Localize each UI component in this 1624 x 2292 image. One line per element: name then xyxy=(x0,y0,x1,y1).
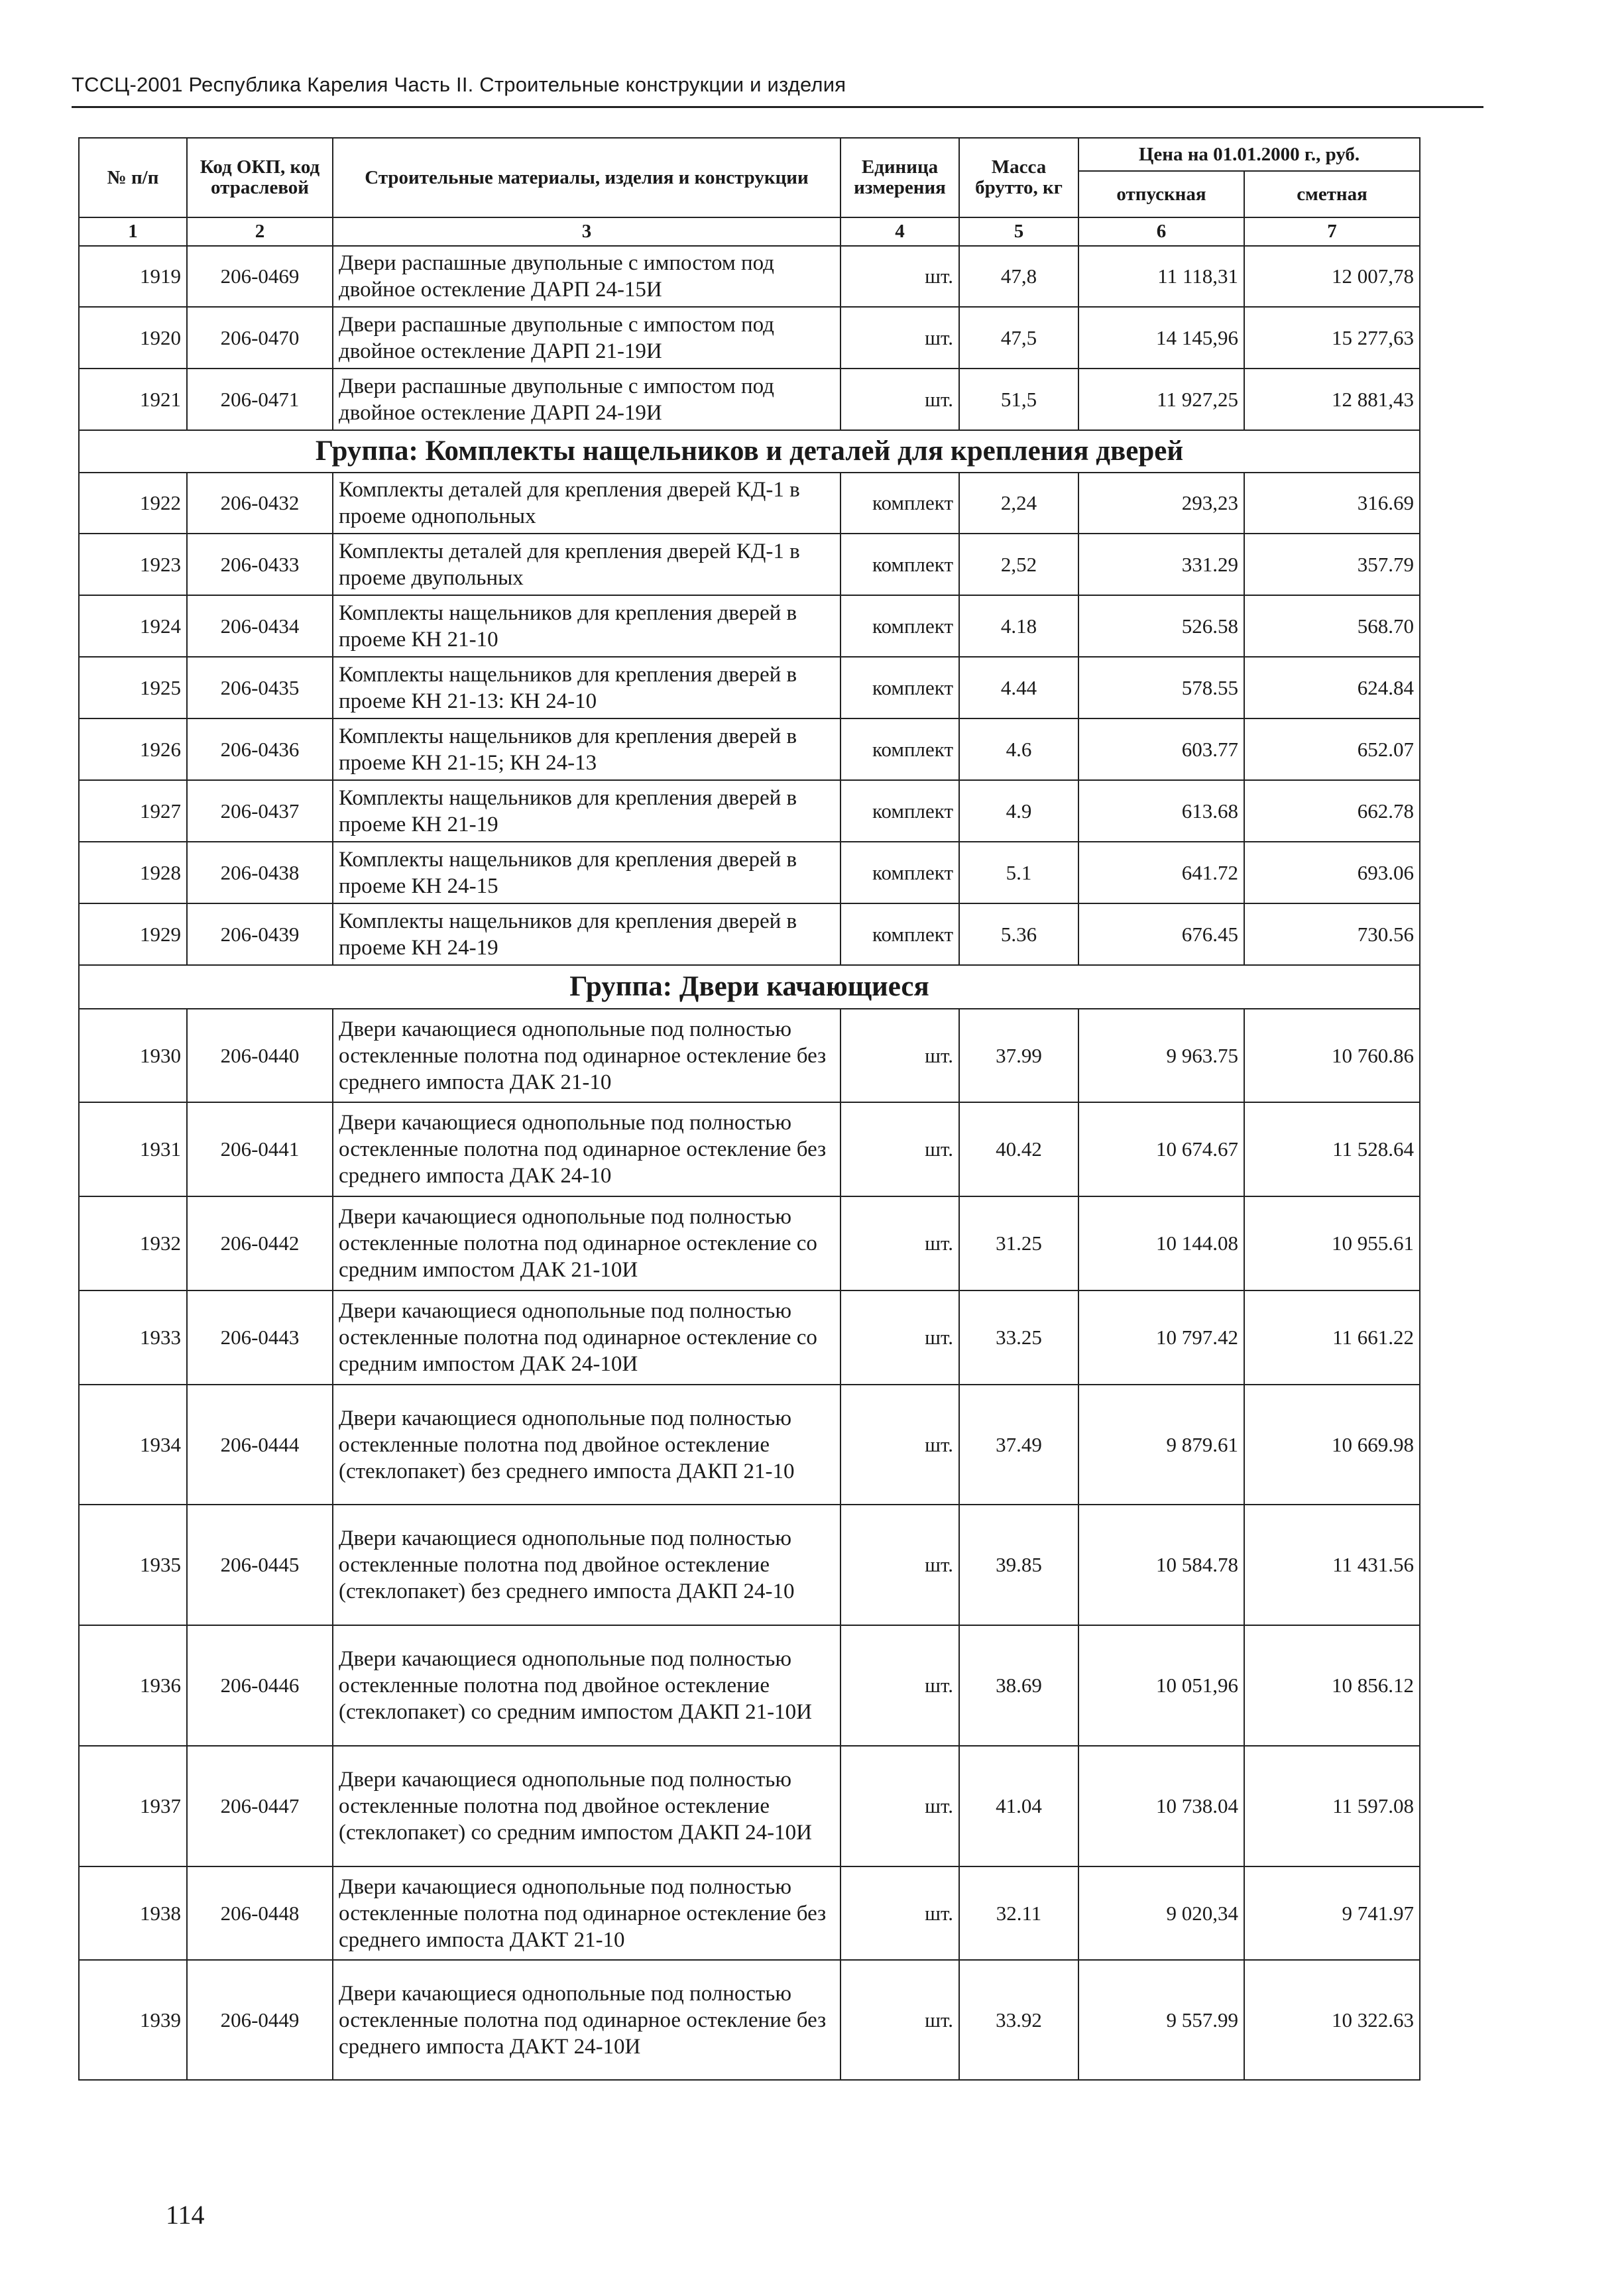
row-unit: шт. xyxy=(841,1960,959,2080)
row-number: 1927 xyxy=(79,780,187,842)
row-name: Двери качающиеся однопольные под полностью остекленные полотна под одинарное остекление без среднего импоста ДАКТ 24-10И xyxy=(333,1960,841,2080)
row-name: Двери качающиеся однопольные под полностью остекленные полотна под двойное остекление (стеклопакет) без среднего импоста ДАКП 24-10 xyxy=(333,1505,841,1625)
column-number: 1 xyxy=(79,217,187,246)
table-row xyxy=(79,1290,1420,1385)
row-name: Двери распашные двупольные с импостом под двойное остекление ДАРП 24-15И xyxy=(333,246,841,307)
row-unit: шт. xyxy=(841,1290,959,1385)
row-unit: шт. xyxy=(841,369,959,430)
row-name: Комплекты нащельников для крепления дверей в проеме КН 21-13: КН 24-10 xyxy=(333,657,841,718)
row-number: 1925 xyxy=(79,657,187,718)
row-mass: 39.85 xyxy=(959,1505,1078,1625)
row-mass: 47,8 xyxy=(959,246,1078,307)
row-unit: шт. xyxy=(841,1196,959,1290)
row-name: Комплекты нащельников для крепления дверей в проеме КН 24-19 xyxy=(333,903,841,965)
row-unit: шт. xyxy=(841,1009,959,1102)
column-number: 5 xyxy=(959,217,1078,246)
row-mass: 2,24 xyxy=(959,473,1078,534)
row-price-estimate: 11 528.64 xyxy=(1244,1102,1420,1196)
row-price-release: 9 879.61 xyxy=(1078,1385,1244,1505)
header-rule xyxy=(72,106,1483,108)
row-unit: комплект xyxy=(841,718,959,780)
row-name: Двери распашные двупольные с импостом под двойное остекление ДАРП 24-19И xyxy=(333,369,841,430)
row-price-release: 10 144.08 xyxy=(1078,1196,1244,1290)
row-price-estimate: 10 322.63 xyxy=(1244,1960,1420,2080)
row-code: 206-0445 xyxy=(187,1505,333,1625)
row-mass: 32.11 xyxy=(959,1866,1078,1960)
row-name: Двери качающиеся однопольные под полностью остекленные полотна под одинарное остекление со средним импостом ДАК 24-10И xyxy=(333,1290,841,1385)
row-name: Комплекты нащельников для крепления дверей в проеме КН 21-19 xyxy=(333,780,841,842)
table-row xyxy=(79,1102,1420,1196)
row-price-estimate: 11 661.22 xyxy=(1244,1290,1420,1385)
row-code: 206-0447 xyxy=(187,1746,333,1866)
row-mass: 2,52 xyxy=(959,534,1078,595)
row-code: 206-0471 xyxy=(187,369,333,430)
row-mass: 38.69 xyxy=(959,1625,1078,1746)
row-unit: комплект xyxy=(841,903,959,965)
row-price-estimate: 12 881,43 xyxy=(1244,369,1420,430)
row-code: 206-0436 xyxy=(187,718,333,780)
column-number: 7 xyxy=(1244,217,1420,246)
row-mass: 33.92 xyxy=(959,1960,1078,2080)
row-price-release: 603.77 xyxy=(1078,718,1244,780)
row-name: Комплекты деталей для крепления дверей КД-1 в проеме однопольных xyxy=(333,473,841,534)
row-number: 1922 xyxy=(79,473,187,534)
group-title: Группа: Комплекты нащельников и деталей для крепления дверей xyxy=(79,430,1420,473)
row-code: 206-0432 xyxy=(187,473,333,534)
row-number: 1926 xyxy=(79,718,187,780)
row-price-release: 613.68 xyxy=(1078,780,1244,842)
row-unit: комплект xyxy=(841,657,959,718)
row-name: Комплекты деталей для крепления дверей КД-1 в проеме двупольных xyxy=(333,534,841,595)
row-mass: 41.04 xyxy=(959,1746,1078,1866)
row-price-release: 293,23 xyxy=(1078,473,1244,534)
row-mass: 5.36 xyxy=(959,903,1078,965)
row-mass: 51,5 xyxy=(959,369,1078,430)
row-price-estimate: 357.79 xyxy=(1244,534,1420,595)
row-unit: комплект xyxy=(841,595,959,657)
row-price-estimate: 12 007,78 xyxy=(1244,246,1420,307)
row-price-release: 331.29 xyxy=(1078,534,1244,595)
row-mass: 4.44 xyxy=(959,657,1078,718)
row-price-release: 578.55 xyxy=(1078,657,1244,718)
row-code: 206-0435 xyxy=(187,657,333,718)
row-price-release: 10 051,96 xyxy=(1078,1625,1244,1746)
row-number: 1932 xyxy=(79,1196,187,1290)
table-row xyxy=(79,1960,1420,2080)
row-unit: шт. xyxy=(841,1746,959,1866)
row-mass: 4.18 xyxy=(959,595,1078,657)
table-row xyxy=(79,1009,1420,1102)
row-price-release: 9 020,34 xyxy=(1078,1866,1244,1960)
row-number: 1923 xyxy=(79,534,187,595)
column-number: 3 xyxy=(333,217,841,246)
row-price-estimate: 11 431.56 xyxy=(1244,1505,1420,1625)
row-price-estimate: 10 856.12 xyxy=(1244,1625,1420,1746)
group-row xyxy=(79,430,1420,473)
row-code: 206-0438 xyxy=(187,842,333,903)
row-name: Комплекты нащельников для крепления дверей в проеме КН 21-15; КН 24-13 xyxy=(333,718,841,780)
row-number: 1936 xyxy=(79,1625,187,1746)
table-row xyxy=(79,473,1420,534)
column-number: 2 xyxy=(187,217,333,246)
row-price-release: 10 738.04 xyxy=(1078,1746,1244,1866)
row-name: Двери качающиеся однопольные под полностью остекленные полотна под одинарное остекление без среднего импоста ДАК 24-10 xyxy=(333,1102,841,1196)
row-price-estimate: 730.56 xyxy=(1244,903,1420,965)
row-code: 206-0470 xyxy=(187,307,333,369)
row-unit: шт. xyxy=(841,1625,959,1746)
row-unit: комплект xyxy=(841,534,959,595)
row-unit: шт. xyxy=(841,1505,959,1625)
row-number: 1924 xyxy=(79,595,187,657)
row-code: 206-0440 xyxy=(187,1009,333,1102)
row-price-estimate: 316.69 xyxy=(1244,473,1420,534)
table-row xyxy=(79,1505,1420,1625)
price-table xyxy=(78,137,1421,2081)
row-price-estimate: 9 741.97 xyxy=(1244,1866,1420,1960)
row-mass: 5.1 xyxy=(959,842,1078,903)
row-code: 206-0442 xyxy=(187,1196,333,1290)
row-unit: шт. xyxy=(841,1102,959,1196)
row-number: 1921 xyxy=(79,369,187,430)
row-name: Двери распашные двупольные с импостом под двойное остекление ДАРП 21-19И xyxy=(333,307,841,369)
table-row xyxy=(79,534,1420,595)
row-code: 206-0437 xyxy=(187,780,333,842)
row-code: 206-0469 xyxy=(187,246,333,307)
row-price-release: 14 145,96 xyxy=(1078,307,1244,369)
col-header-price-group: Цена на 01.01.2000 г., руб. xyxy=(1078,138,1420,171)
table-row xyxy=(79,595,1420,657)
row-price-estimate: 652.07 xyxy=(1244,718,1420,780)
row-unit: шт. xyxy=(841,307,959,369)
row-price-release: 10 797.42 xyxy=(1078,1290,1244,1385)
row-name: Комплекты нащельников для крепления дверей в проеме КН 24-15 xyxy=(333,842,841,903)
row-mass: 4.6 xyxy=(959,718,1078,780)
row-number: 1938 xyxy=(79,1866,187,1960)
row-name: Двери качающиеся однопольные под полностью остекленные полотна под двойное остекление (стеклопакет) со средним импостом ДАКП 21-10И xyxy=(333,1625,841,1746)
row-price-release: 11 927,25 xyxy=(1078,369,1244,430)
row-unit: шт. xyxy=(841,246,959,307)
row-number: 1935 xyxy=(79,1505,187,1625)
row-price-estimate: 624.84 xyxy=(1244,657,1420,718)
table-row xyxy=(79,657,1420,718)
row-price-release: 10 674.67 xyxy=(1078,1102,1244,1196)
row-code: 206-0448 xyxy=(187,1866,333,1960)
row-unit: комплект xyxy=(841,842,959,903)
row-number: 1934 xyxy=(79,1385,187,1505)
row-number: 1920 xyxy=(79,307,187,369)
table-row xyxy=(79,1196,1420,1290)
table-row xyxy=(79,369,1420,430)
row-number: 1930 xyxy=(79,1009,187,1102)
running-header: ТССЦ-2001 Республика Карелия Часть II. Строительные конструкции и изделия xyxy=(72,73,846,96)
table-body xyxy=(79,246,1420,2080)
row-mass: 47,5 xyxy=(959,307,1078,369)
row-price-estimate: 10 955.61 xyxy=(1244,1196,1420,1290)
row-mass: 40.42 xyxy=(959,1102,1078,1196)
col-header-num: № п/п xyxy=(79,138,187,217)
row-price-release: 10 584.78 xyxy=(1078,1505,1244,1625)
row-code: 206-0443 xyxy=(187,1290,333,1385)
row-mass: 4.9 xyxy=(959,780,1078,842)
table-row xyxy=(79,780,1420,842)
row-mass: 37.99 xyxy=(959,1009,1078,1102)
table-row xyxy=(79,1625,1420,1746)
row-price-release: 9 963.75 xyxy=(1078,1009,1244,1102)
col-header-code: Код ОКП, код отраслевой xyxy=(187,138,333,217)
row-code: 206-0446 xyxy=(187,1625,333,1746)
row-name: Комплекты нащельников для крепления дверей в проеме КН 21-10 xyxy=(333,595,841,657)
row-price-estimate: 693.06 xyxy=(1244,842,1420,903)
row-code: 206-0449 xyxy=(187,1960,333,2080)
table-row xyxy=(79,842,1420,903)
table-row xyxy=(79,1746,1420,1866)
row-number: 1928 xyxy=(79,842,187,903)
row-code: 206-0444 xyxy=(187,1385,333,1505)
col-header-mass: Масса брутто, кг xyxy=(959,138,1078,217)
row-price-release: 676.45 xyxy=(1078,903,1244,965)
row-price-estimate: 568.70 xyxy=(1244,595,1420,657)
group-row xyxy=(79,965,1420,1009)
row-mass: 31.25 xyxy=(959,1196,1078,1290)
row-name: Двери качающиеся однопольные под полностью остекленные полотна под двойное остекление (стеклопакет) без среднего импоста ДАКП 21-10 xyxy=(333,1385,841,1505)
row-price-release: 9 557.99 xyxy=(1078,1960,1244,2080)
row-price-estimate: 662.78 xyxy=(1244,780,1420,842)
row-code: 206-0439 xyxy=(187,903,333,965)
table-row xyxy=(79,1866,1420,1960)
row-unit: шт. xyxy=(841,1866,959,1960)
table-row xyxy=(79,307,1420,369)
row-name: Двери качающиеся однопольные под полностью остекленные полотна под одинарное остекление без среднего импоста ДАК 21-10 xyxy=(333,1009,841,1102)
row-code: 206-0441 xyxy=(187,1102,333,1196)
table-row xyxy=(79,246,1420,307)
table-row xyxy=(79,903,1420,965)
row-price-estimate: 10 669.98 xyxy=(1244,1385,1420,1505)
row-price-estimate: 11 597.08 xyxy=(1244,1746,1420,1866)
table-row xyxy=(79,1385,1420,1505)
row-mass: 37.49 xyxy=(959,1385,1078,1505)
group-title: Группа: Двери качающиеся xyxy=(79,965,1420,1009)
row-price-estimate: 10 760.86 xyxy=(1244,1009,1420,1102)
page-number: 114 xyxy=(166,2200,205,2230)
row-number: 1933 xyxy=(79,1290,187,1385)
col-header-name: Строительные материалы, изделия и конструкции xyxy=(333,138,841,217)
row-code: 206-0434 xyxy=(187,595,333,657)
row-name: Двери качающиеся однопольные под полностью остекленные полотна под одинарное остекление без среднего импоста ДАКТ 21-10 xyxy=(333,1866,841,1960)
column-number: 4 xyxy=(841,217,959,246)
row-unit: шт. xyxy=(841,1385,959,1505)
row-unit: комплект xyxy=(841,473,959,534)
row-price-release: 11 118,31 xyxy=(1078,246,1244,307)
row-number: 1939 xyxy=(79,1960,187,2080)
row-price-release: 641.72 xyxy=(1078,842,1244,903)
col-header-price-release: отпускная xyxy=(1078,171,1244,217)
row-unit: комплект xyxy=(841,780,959,842)
row-mass: 33.25 xyxy=(959,1290,1078,1385)
row-code: 206-0433 xyxy=(187,534,333,595)
row-price-release: 526.58 xyxy=(1078,595,1244,657)
col-header-unit: Единица измерения xyxy=(841,138,959,217)
row-name: Двери качающиеся однопольные под полностью остекленные полотна под двойное остекление (стеклопакет) со средним импостом ДАКП 24-10И xyxy=(333,1746,841,1866)
row-number: 1929 xyxy=(79,903,187,965)
row-price-estimate: 15 277,63 xyxy=(1244,307,1420,369)
table-row xyxy=(79,718,1420,780)
col-header-price-estimate: сметная xyxy=(1244,171,1420,217)
row-number: 1937 xyxy=(79,1746,187,1866)
column-number: 6 xyxy=(1078,217,1244,246)
row-number: 1919 xyxy=(79,246,187,307)
row-number: 1931 xyxy=(79,1102,187,1196)
column-number-row xyxy=(79,217,1420,246)
row-name: Двери качающиеся однопольные под полностью остекленные полотна под одинарное остекление со средним импостом ДАК 21-10И xyxy=(333,1196,841,1290)
